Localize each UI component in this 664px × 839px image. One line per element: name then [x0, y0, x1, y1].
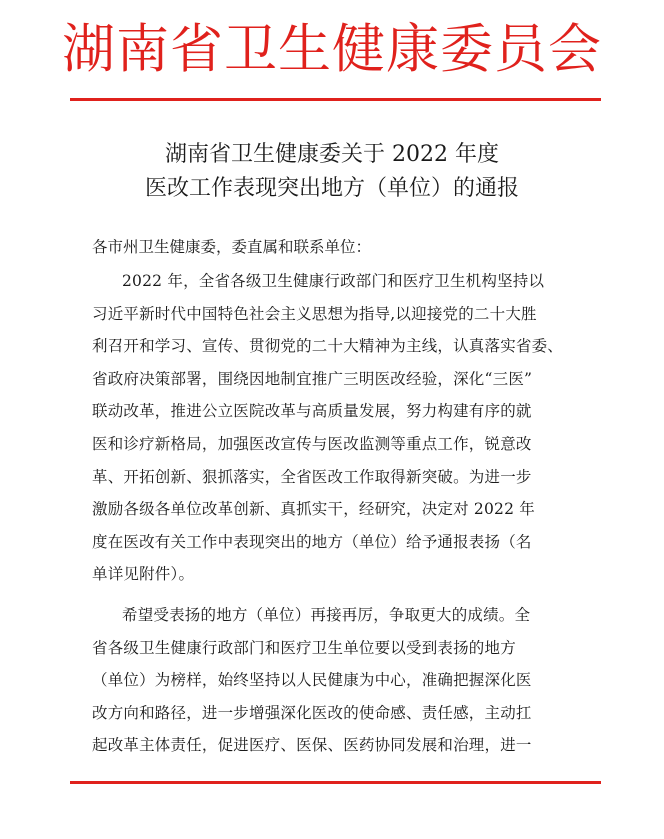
paragraph-2-line: 省各级卫生健康行政部门和医疗卫生单位要以受到表扬的地方 — [92, 638, 516, 657]
paragraph-1-line: 联动改革，推进公立医院改革与高质量发展，努力构建有序的就 — [92, 402, 532, 421]
paragraph-1-line: 2022 年，全省各级卫生健康行政部门和医疗卫生机构坚持以 — [122, 272, 545, 290]
paragraph-1-line: 省政府决策部署，围绕因地制宜推广三明医改经验，深化“三医” — [92, 369, 533, 388]
paragraph-1-line: 革、开拓创新、狠抓落实，全省医改工作取得新突破。为进一步 — [92, 467, 532, 486]
paragraph-2-line: 起改革主体责任，促进医疗、医保、医药协同发展和治理，进一 — [92, 736, 532, 755]
masthead-red-rule — [70, 98, 601, 101]
paragraph-1-line: 习近平新时代中国特色社会主义思想为指导,以迎接党的二十大胜 — [92, 304, 537, 323]
paragraph-1-line: 单详见附件）。 — [92, 565, 195, 584]
paragraph-1-line: 利召开和学习、宣传、贯彻党的二十大精神为主线，认真落实省委、 — [92, 337, 564, 356]
salutation: 各市州卫生健康委，委直属和联系单位： — [92, 238, 372, 256]
footer-red-rule — [70, 781, 601, 784]
paragraph-1-line: 度在医改有关工作中表现突出的地方（单位）给予通报表扬（名 — [92, 532, 532, 551]
paragraph-1-line: 激励各级各单位改革创新、真抓实干，经研究，决定对 2022 年 — [92, 500, 536, 519]
paragraph-2-line: 希望受表扬的地方（单位）再接再厉，争取更大的成绩。全 — [122, 605, 531, 624]
paragraph-2-line: 改方向和路径，进一步增强深化医改的使命感、责任感，主动扛 — [92, 703, 532, 722]
masthead-title: 湖南省卫生健康委员会 — [62, 19, 602, 80]
paragraph-1-line: 医和诊疗新格局，加强医改宣传与医改监测等重点工作，锐意改 — [92, 434, 532, 453]
paragraph-2-line: （单位）为榜样，始终坚持以人民健康为中心，准确把握深化医 — [92, 671, 532, 690]
document-title-line-1: 湖南省卫生健康委关于 2022 年度 — [165, 142, 499, 167]
document-title-line-2: 医改工作表现突出地方（单位）的通报 — [144, 176, 519, 201]
document-title — [0, 138, 664, 206]
document-body — [92, 265, 582, 762]
